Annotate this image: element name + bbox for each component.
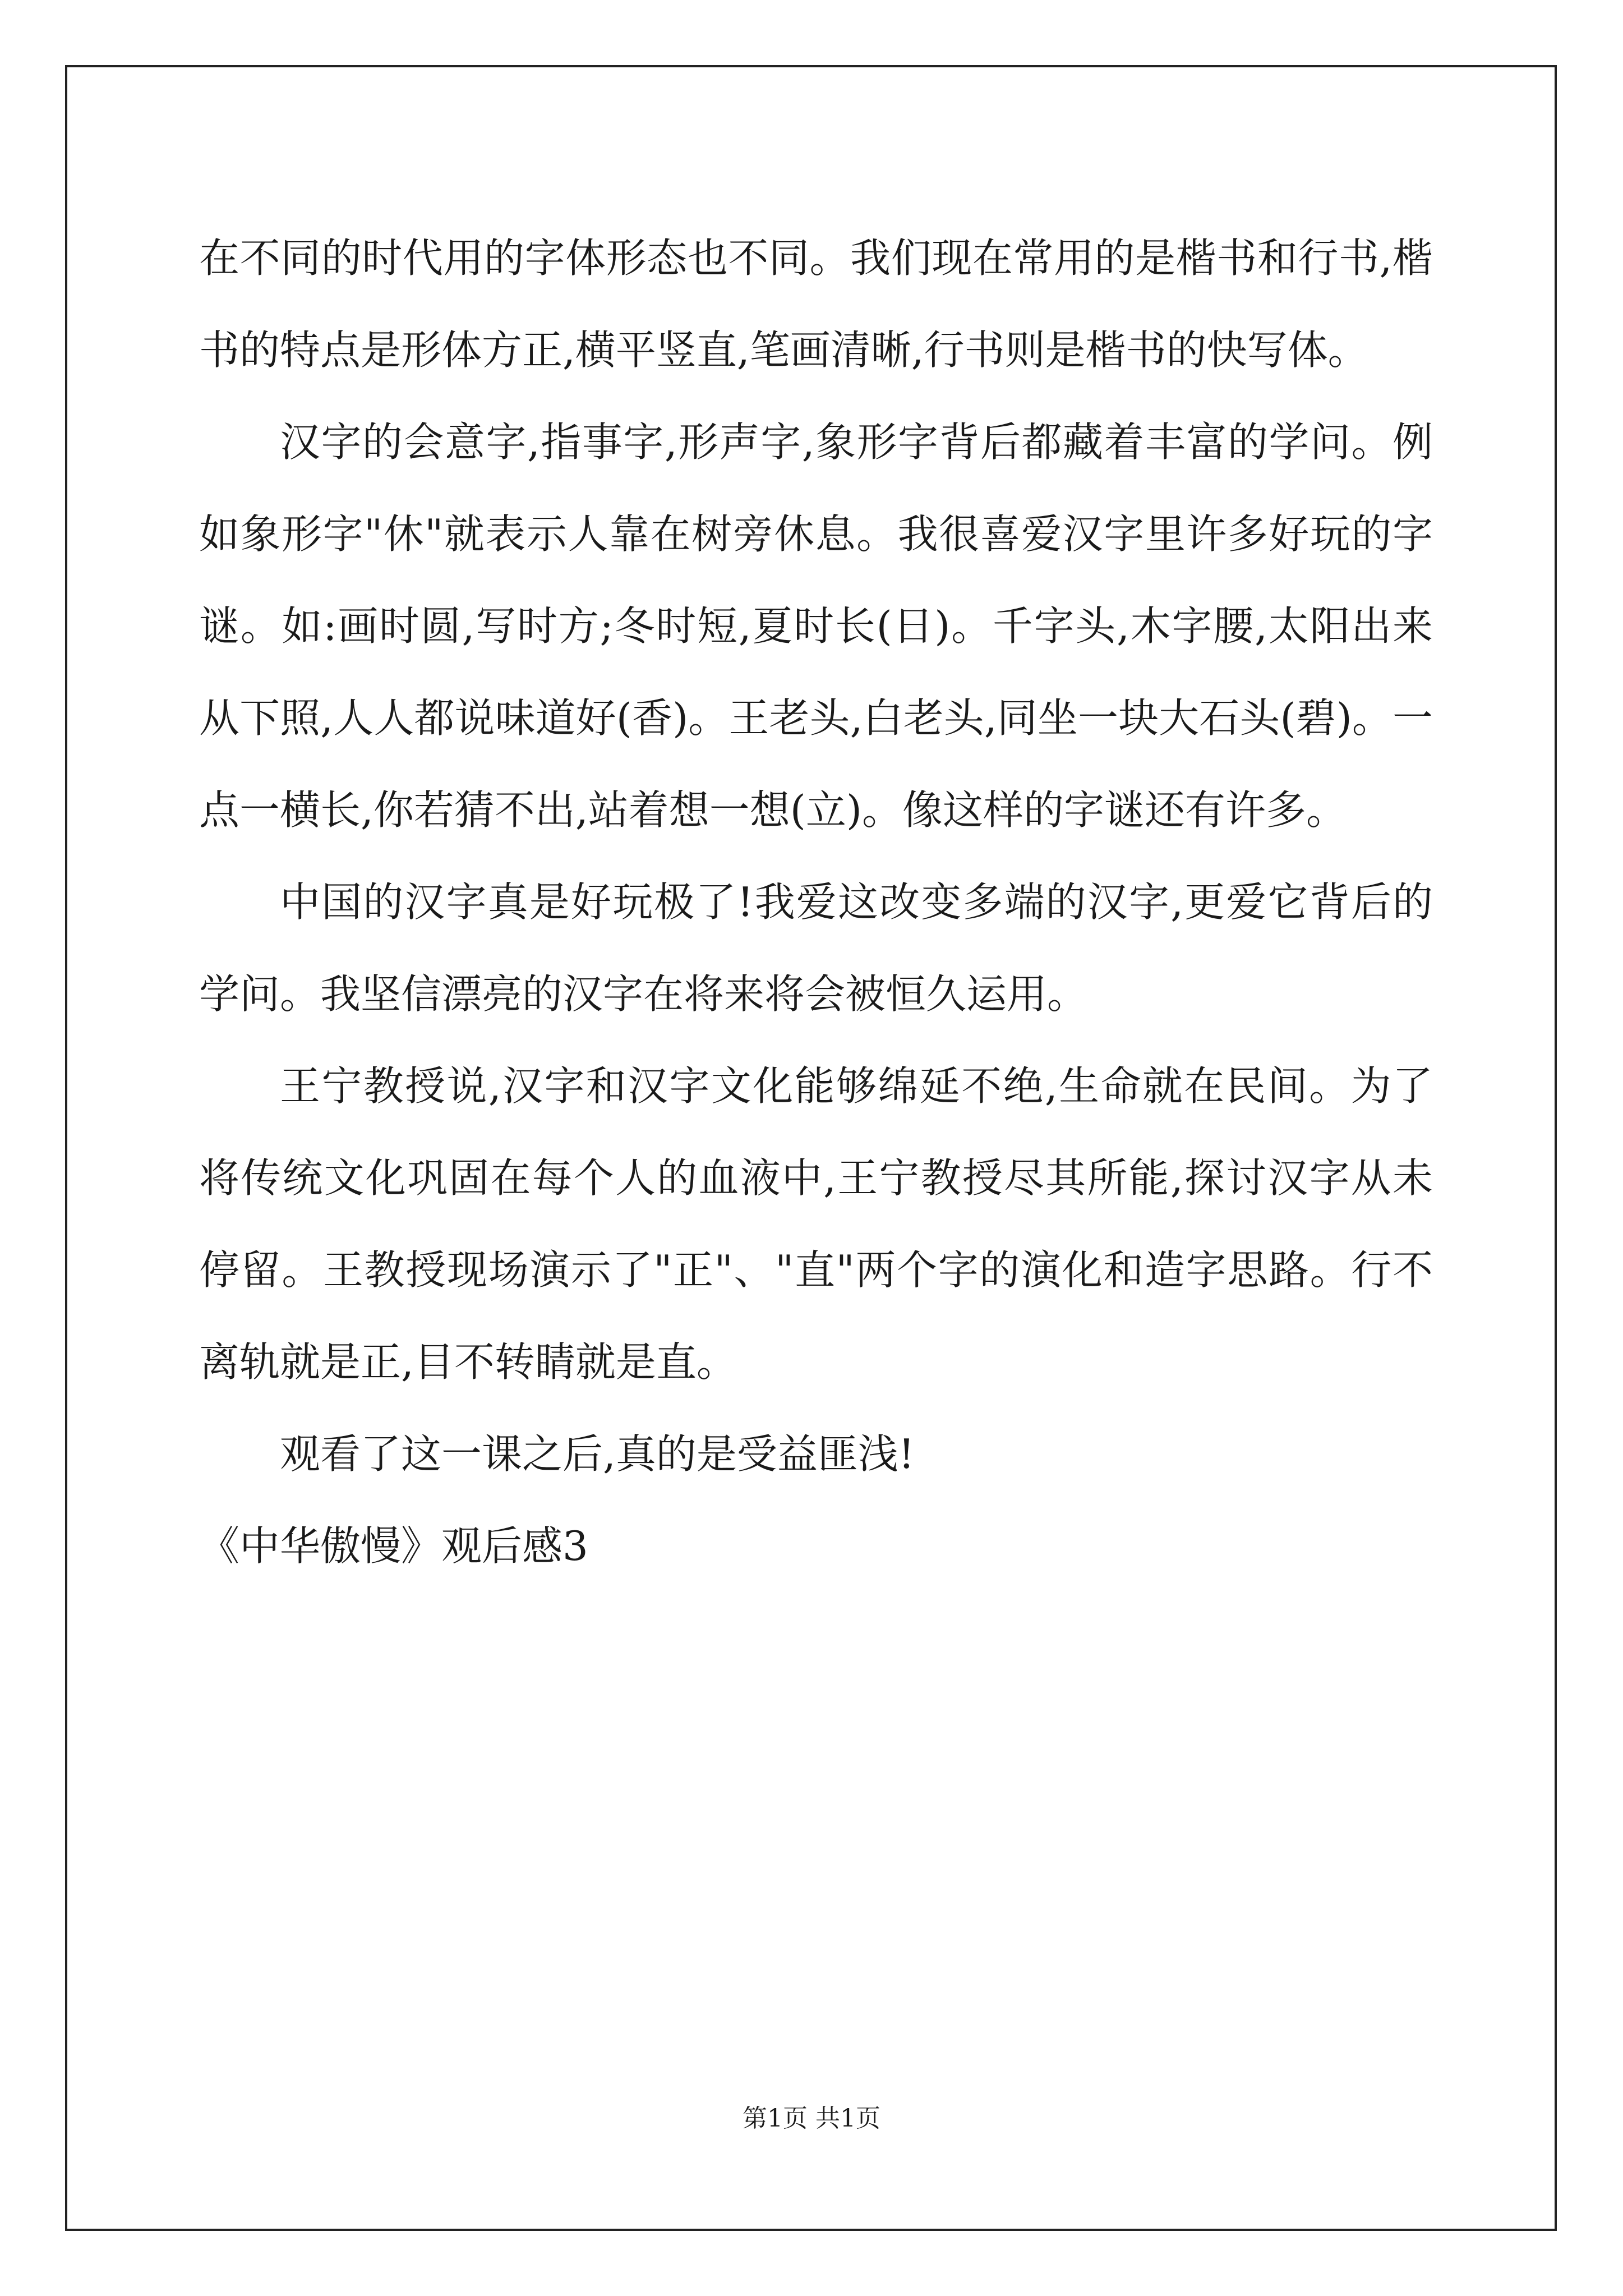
section-heading: 《中华傲慢》观后感3: [199, 1522, 588, 1570]
paragraph-5: 观看了这一课之后,真的是受益匪浅!: [280, 1430, 915, 1478]
paragraph-4: 王宁教授说,汉字和汉字文化能够绵延不绝,生命就在民间。为了将传统文化巩固在每个人的血液中,王宁教授尽其所能,探讨汉字从未停留。王教授现场演示了"正"、"直"两个字的演化和造字思路。行不离轨就是正,目不转睛就是直。: [199, 1062, 1433, 1386]
page-footer: 第1页 共1页: [743, 2104, 880, 2133]
paragraph-3: 中国的汉字真是好玩极了!我爱这改变多端的汉字,更爱它背后的学问。我坚信漂亮的汉字在将来将会被恒久运用。: [199, 878, 1433, 1018]
paragraph-2: 汉字的会意字,指事字,形声字,象形字背后都藏着丰富的学问。例如象形字"休"就表示人靠在树旁休息。我很喜爱汉字里许多好玩的字谜。如:画时圆,写时方;冬时短,夏时长(日)。千字头,木字腰,太阳出来从下照,人人都说味道好(香)。王老头,白老头,同坐一块大石头(碧)。一点一横长,你若猜不出,站着想一想(立)。像这样的字谜还有许多。: [199, 418, 1433, 834]
document-body: [199, 212, 1433, 1592]
paragraph-1: 在不同的时代用的字体形态也不同。我们现在常用的是楷书和行书,楷书的特点是形体方正,横平竖直,笔画清晰,行书则是楷书的快写体。: [199, 234, 1433, 374]
